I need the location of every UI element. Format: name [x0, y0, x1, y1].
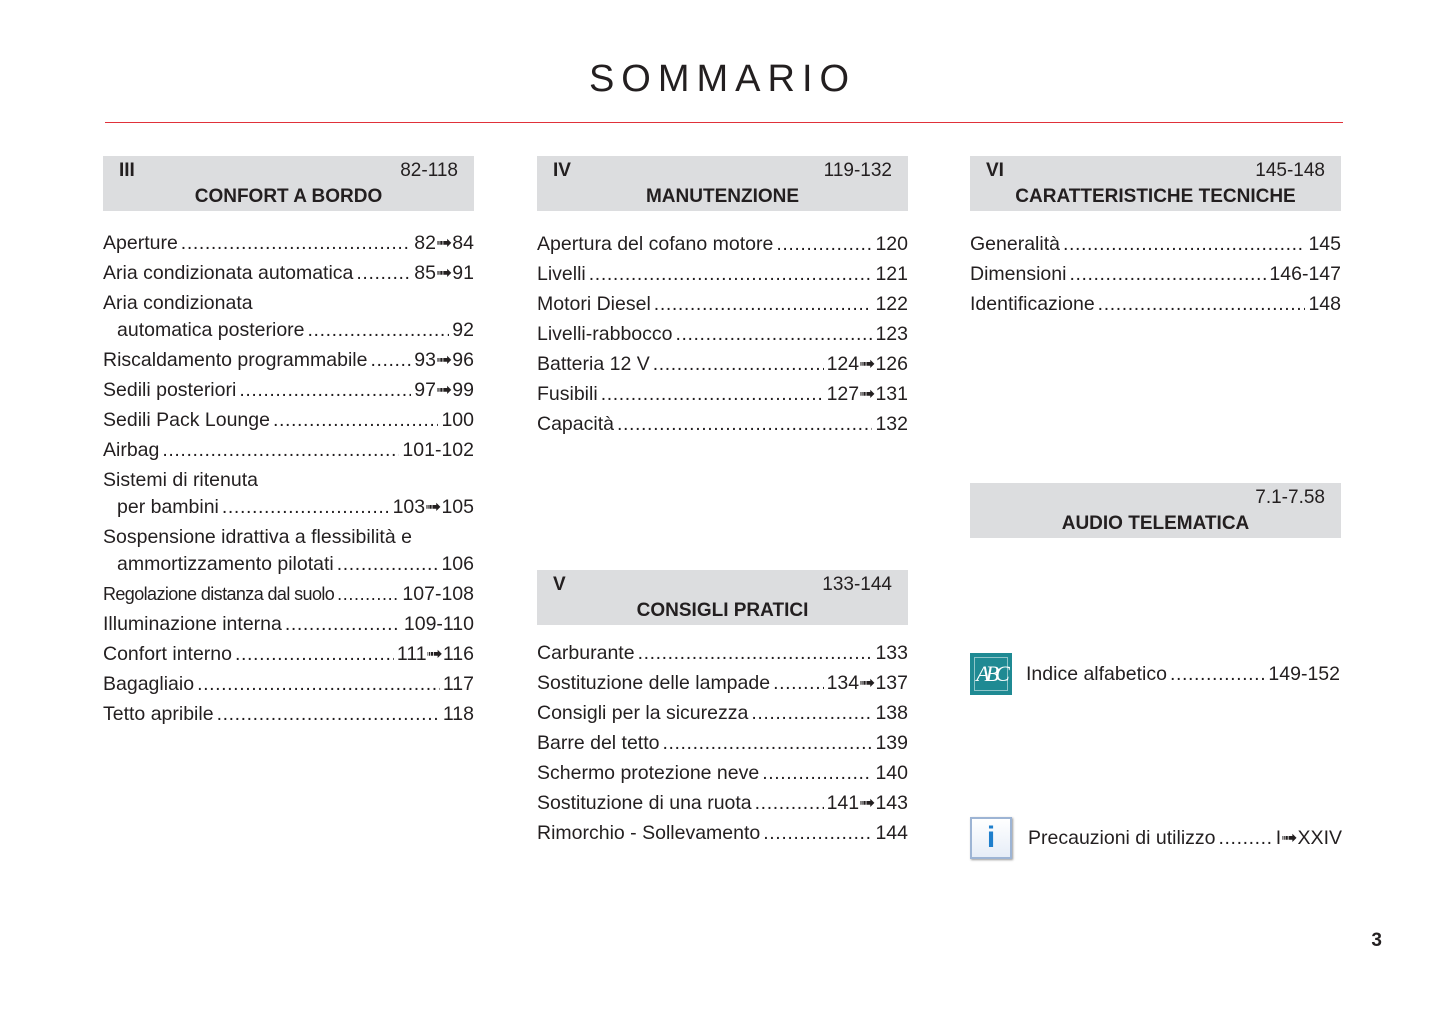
precautions-of-use[interactable] — [970, 817, 1342, 859]
title-divider — [105, 122, 1343, 123]
toc-entry[interactable]: Apertura del cofano motore ..... 120 — [537, 229, 908, 259]
toc-entry-line1: Sistemi di ritenuta — [103, 469, 258, 491]
section-title: CARATTERISTICHE TECNICHE — [1015, 186, 1296, 207]
section-number: VI — [986, 160, 1004, 181]
toc-entry[interactable]: Dimensioni ..... 146-147 — [970, 259, 1341, 289]
toc-entry[interactable]: Airbag ..... 101-102 — [103, 435, 474, 465]
toc-entry[interactable]: Bagagliaio ..... 117 — [103, 669, 474, 699]
toc-entry[interactable]: Indice alfabetico ..... 149-152 — [1026, 659, 1340, 689]
toc-entry[interactable]: Fusibili ..... 127➟131 — [537, 379, 908, 409]
toc-entry[interactable]: Barre del tetto ..... 139 — [537, 728, 908, 758]
toc-entry[interactable]: Consigli per la sicurezza ..... 138 — [537, 698, 908, 728]
section-pages: 133-144 — [822, 574, 892, 595]
toc-entry[interactable]: Sedili posteriori ..... 97➟99 — [103, 375, 474, 405]
alphabetical-index[interactable] — [970, 653, 1340, 695]
section-manutenzione — [537, 156, 908, 439]
toc-entry[interactable]: automatica posteriore ..... 92 — [103, 315, 474, 345]
toc-entry-line1: Sospensione idrattiva a flessibilità e — [103, 526, 412, 548]
toc-entry[interactable]: per bambini ..... 103➟105 — [103, 492, 474, 522]
section-pages: 119-132 — [823, 160, 892, 181]
section-header — [537, 570, 908, 625]
section-header — [970, 483, 1341, 538]
toc-entry[interactable]: Rimorchio - Sollevamento ..... 144 — [537, 818, 908, 848]
toc-entry[interactable]: Livelli ..... 121 — [537, 259, 908, 289]
info-icon: i — [970, 817, 1012, 859]
toc-entry[interactable]: Confort interno ..... 111➟116 — [103, 639, 474, 669]
toc-entry[interactable]: Livelli-rabbocco ..... 123 — [537, 319, 908, 349]
section-audio-telematica — [970, 483, 1341, 538]
toc-entry[interactable]: Capacità ..... 132 — [537, 409, 908, 439]
toc-entry-line1: Aria condizionata — [103, 292, 253, 314]
toc-entry[interactable]: Schermo protezione neve ..... 140 — [537, 758, 908, 788]
toc-entry[interactable]: Motori Diesel ..... 122 — [537, 289, 908, 319]
section-number: V — [553, 574, 566, 595]
toc-entry[interactable]: Batteria 12 V ..... 124➟126 — [537, 349, 908, 379]
section-pages: 145-148 — [1255, 160, 1325, 181]
toc-entry[interactable]: Identificazione ..... 148 — [970, 289, 1341, 319]
toc-entry[interactable]: Sostituzione delle lampade ..... 134➟137 — [537, 668, 908, 698]
section-header — [970, 156, 1341, 211]
page-title: SOMMARIO — [588, 58, 857, 100]
toc-entry[interactable]: Carburante ..... 133 — [537, 638, 908, 668]
toc-entry[interactable]: Sedili Pack Lounge ..... 100 — [103, 405, 474, 435]
section-consigli-pratici — [537, 570, 908, 848]
section-title: AUDIO TELEMATICA — [1061, 513, 1250, 534]
section-header — [103, 156, 474, 211]
section-pages: 7.1-7.58 — [1255, 487, 1325, 508]
section-number: IV — [553, 160, 571, 181]
section-confort-a-bordo — [103, 156, 474, 729]
section-pages: 82-118 — [400, 160, 458, 181]
toc-entry[interactable]: Tetto apribile ..... 118 — [103, 699, 474, 729]
abc-index-icon: ABC — [970, 653, 1012, 695]
toc-entry[interactable]: Illuminazione interna ..... 109-110 — [103, 609, 474, 639]
section-header — [537, 156, 908, 211]
toc-entry[interactable]: Regolazione distanza dal suolo ..... 107-108 — [103, 579, 474, 609]
toc-entry[interactable]: ammortizzamento pilotati ..... 106 — [103, 549, 474, 579]
section-caratteristiche-tecniche — [970, 156, 1341, 319]
section-title: CONSIGLI PRATICI — [636, 600, 809, 621]
toc-entry[interactable]: Generalità ..... 145 — [970, 229, 1341, 259]
toc-entry[interactable]: Precauzioni di utilizzo ..... I➟XXIV — [1028, 823, 1342, 853]
page-number: 3 — [1371, 930, 1382, 951]
toc-entry[interactable]: Aperture ..... 82➟84 — [103, 228, 474, 258]
section-title: CONFORT A BORDO — [194, 186, 383, 207]
toc-entry[interactable]: Riscaldamento programmabile ..... 93➟96 — [103, 345, 474, 375]
toc-entry[interactable]: Aria condizionata automatica ..... 85➟91 — [103, 258, 474, 288]
toc-entry[interactable]: Sostituzione di una ruota ..... 141➟143 — [537, 788, 908, 818]
section-title: MANUTENZIONE — [645, 186, 800, 207]
section-number: III — [119, 160, 135, 181]
